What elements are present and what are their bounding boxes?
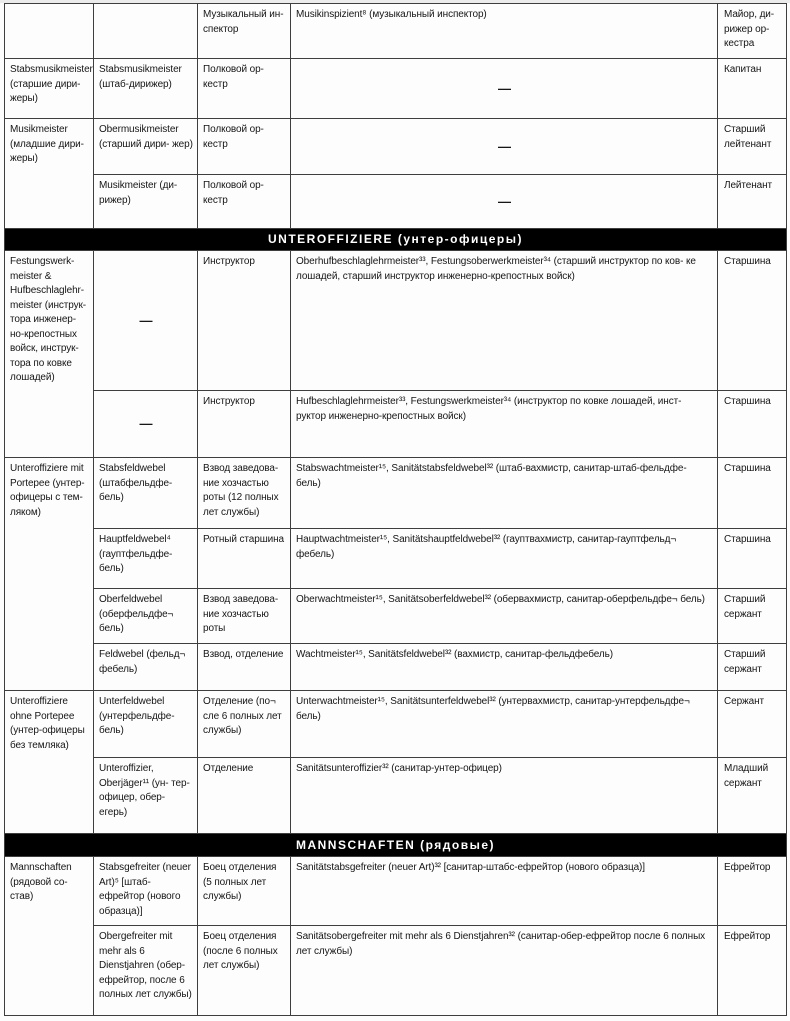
cell-equivalents: — bbox=[291, 59, 718, 119]
cell-position: Боец отделения (после 6 полных лет службы) bbox=[198, 926, 291, 1016]
cell-soviet-rank: Старший сержант bbox=[718, 589, 787, 644]
cell-position: Взвод, отделение bbox=[198, 644, 291, 691]
table-row bbox=[5, 4, 787, 59]
cell-equivalents: — bbox=[291, 119, 718, 175]
table-row bbox=[5, 691, 787, 758]
cell-position: Боец отделения (5 полных лет службы) bbox=[198, 857, 291, 926]
cell-position: Полковой ор- кестр bbox=[198, 59, 291, 119]
cell-soviet-rank: Младший сержант bbox=[718, 758, 787, 834]
cell-german-rank: Hauptfeldwebel⁴ (гауптфельдфе- бель) bbox=[94, 529, 198, 589]
cell-german-rank: Musikmeister (ди- рижер) bbox=[94, 175, 198, 229]
cell-german-rank: Unteroffizier, Oberjäger¹¹ (ун- тер-офицер, обер-егерь) bbox=[94, 758, 198, 834]
cell-category: Mannschaften (рядовой со- став) bbox=[5, 857, 94, 1016]
section-band bbox=[5, 229, 787, 251]
table-row bbox=[5, 529, 787, 589]
table-row bbox=[5, 251, 787, 391]
section-band-label: MANNSCHAFTEN (рядовые) bbox=[5, 834, 787, 857]
table-row bbox=[5, 589, 787, 644]
table-row bbox=[5, 458, 787, 529]
cell-position: Музыкальный ин- спектор bbox=[198, 4, 291, 59]
cell-category: Unteroffiziere ohne Portepee (унтер-офицеры без темляка) bbox=[5, 691, 94, 834]
cell-category: Unteroffiziere mit Portepee (унтер- офицеры с тем- ляком) bbox=[5, 458, 94, 691]
cell-position: Инструктор bbox=[198, 391, 291, 458]
table-row bbox=[5, 926, 787, 1016]
cell-category: Festungswerk- meister & Hufbeschlaglehr- meister (инструк- тора инженер- но-крепостных войск, инструк- тора по ковке лошадей) bbox=[5, 251, 94, 458]
cell-german-rank: — bbox=[94, 391, 198, 458]
cell-german-rank: Stabsfeldwebel (штабфельдфе- бель) bbox=[94, 458, 198, 529]
table-row bbox=[5, 391, 787, 458]
table-row bbox=[5, 175, 787, 229]
cell-position: Полковой ор- кестр bbox=[198, 119, 291, 175]
cell-german-rank: Oberfeldwebel (оберфельдфе¬ бель) bbox=[94, 589, 198, 644]
section-band-label: UNTEROFFIZIERE (унтер-офицеры) bbox=[5, 229, 787, 251]
cell-soviet-rank: Старший лейтенант bbox=[718, 119, 787, 175]
table-row bbox=[5, 119, 787, 175]
cell-equivalents: Oberwachtmeister¹⁵, Sanitätsoberfeldwebel³² (обервахмистр, санитар-оберфельдфе¬ бель) bbox=[291, 589, 718, 644]
cell-position: Отделение bbox=[198, 758, 291, 834]
cell-soviet-rank: Старшина bbox=[718, 251, 787, 391]
cell-soviet-rank: Майор, ди- рижер ор- кестра bbox=[718, 4, 787, 59]
cell-soviet-rank: Лейтенант bbox=[718, 175, 787, 229]
section-band bbox=[5, 834, 787, 857]
table-row bbox=[5, 857, 787, 926]
cell-position: Отделение (по¬ сле 6 полных лет службы) bbox=[198, 691, 291, 758]
cell-equivalents: Sanitätstabsgefreiter (neuer Art)³² [санитар-штабс-ефрейтор (нового образца)] bbox=[291, 857, 718, 926]
cell-german-rank: Unterfeldwebel (унтерфельдфе- бель) bbox=[94, 691, 198, 758]
cell-soviet-rank: Старшина bbox=[718, 458, 787, 529]
cell-equivalents: Unterwachtmeister¹⁵, Sanitätsunterfeldwebel³² (унтервахмистр, санитар-унтерфельдфе¬ бель) bbox=[291, 691, 718, 758]
cell-category bbox=[5, 4, 94, 59]
rank-table bbox=[4, 3, 787, 1016]
cell-german-rank: Stabsmusikmeister (штаб-дирижер) bbox=[94, 59, 198, 119]
table-row bbox=[5, 59, 787, 119]
cell-soviet-rank: Старшина bbox=[718, 529, 787, 589]
cell-german-rank: Obermusikmeister (старший дири- жер) bbox=[94, 119, 198, 175]
cell-german-rank: Obergefreiter mit mehr als 6 Dienstjahren (обер- ефрейтор, после 6 полных лет службы) bbox=[94, 926, 198, 1016]
cell-position: Взвод заведова- ние хозчастью роты bbox=[198, 589, 291, 644]
cell-soviet-rank: Ефрейтор bbox=[718, 926, 787, 1016]
cell-soviet-rank: Старшина bbox=[718, 391, 787, 458]
cell-position: Ротный старшина bbox=[198, 529, 291, 589]
rank-table-body bbox=[5, 4, 787, 1016]
cell-equivalents: Oberhufbeschlaglehrmeister³³, Festungsoberwerkmeister³⁴ (старший инструктор по ков- ке лошадей, старший инструктор инженерно-крепостных войск) bbox=[291, 251, 718, 391]
cell-soviet-rank: Сержант bbox=[718, 691, 787, 758]
cell-german-rank: Stabsgefreiter (neuer Art)⁵ [штаб- ефрейтор (нового образца)] bbox=[94, 857, 198, 926]
cell-soviet-rank: Капитан bbox=[718, 59, 787, 119]
table-row bbox=[5, 758, 787, 834]
cell-position: Взвод заведова- ние хозчастью роты (12 полных лет службы) bbox=[198, 458, 291, 529]
cell-german-rank bbox=[94, 4, 198, 59]
cell-equivalents: Wachtmeister¹⁵, Sanitätsfeldwebel³² (вахмистр, санитар-фельдфебель) bbox=[291, 644, 718, 691]
cell-category: Musikmeister (младшие дири- жеры) bbox=[5, 119, 94, 229]
cell-category: Stabsmusikmeister (старшие дири- жеры) bbox=[5, 59, 94, 119]
cell-german-rank: — bbox=[94, 251, 198, 391]
cell-german-rank: Feldwebel (фельд¬ фебель) bbox=[94, 644, 198, 691]
cell-soviet-rank: Ефрейтор bbox=[718, 857, 787, 926]
cell-equivalents: Hufbeschlaglehrmeister³³, Festungswerkmeister³⁴ (инструктор по ковке лошадей, инст- руктор инженерно-крепостных войск) bbox=[291, 391, 718, 458]
cell-position: Инструктор bbox=[198, 251, 291, 391]
cell-position: Полковой ор- кестр bbox=[198, 175, 291, 229]
table-row bbox=[5, 644, 787, 691]
cell-equivalents: Sanitätsunteroffizier³² (санитар-унтер-офицер) bbox=[291, 758, 718, 834]
cell-equivalents: Hauptwachtmeister¹⁵, Sanitätshauptfeldwebel³² (гауптвахмистр, санитар-гауптфельд¬ фебель) bbox=[291, 529, 718, 589]
cell-equivalents: Sanitätsobergefreiter mit mehr als 6 Dienstjahren³² (санитар-обер-ефрейтор после 6 полных лет службы) bbox=[291, 926, 718, 1016]
cell-equivalents: — bbox=[291, 175, 718, 229]
cell-soviet-rank: Старший сержант bbox=[718, 644, 787, 691]
cell-equivalents: Stabswachtmeister¹⁵, Sanitätstabsfeldwebel³² (штаб-вахмистр, санитар-штаб-фельдфе- бель) bbox=[291, 458, 718, 529]
cell-equivalents: Musikinspizient⁸ (музыкальный инспектор) bbox=[291, 4, 718, 59]
